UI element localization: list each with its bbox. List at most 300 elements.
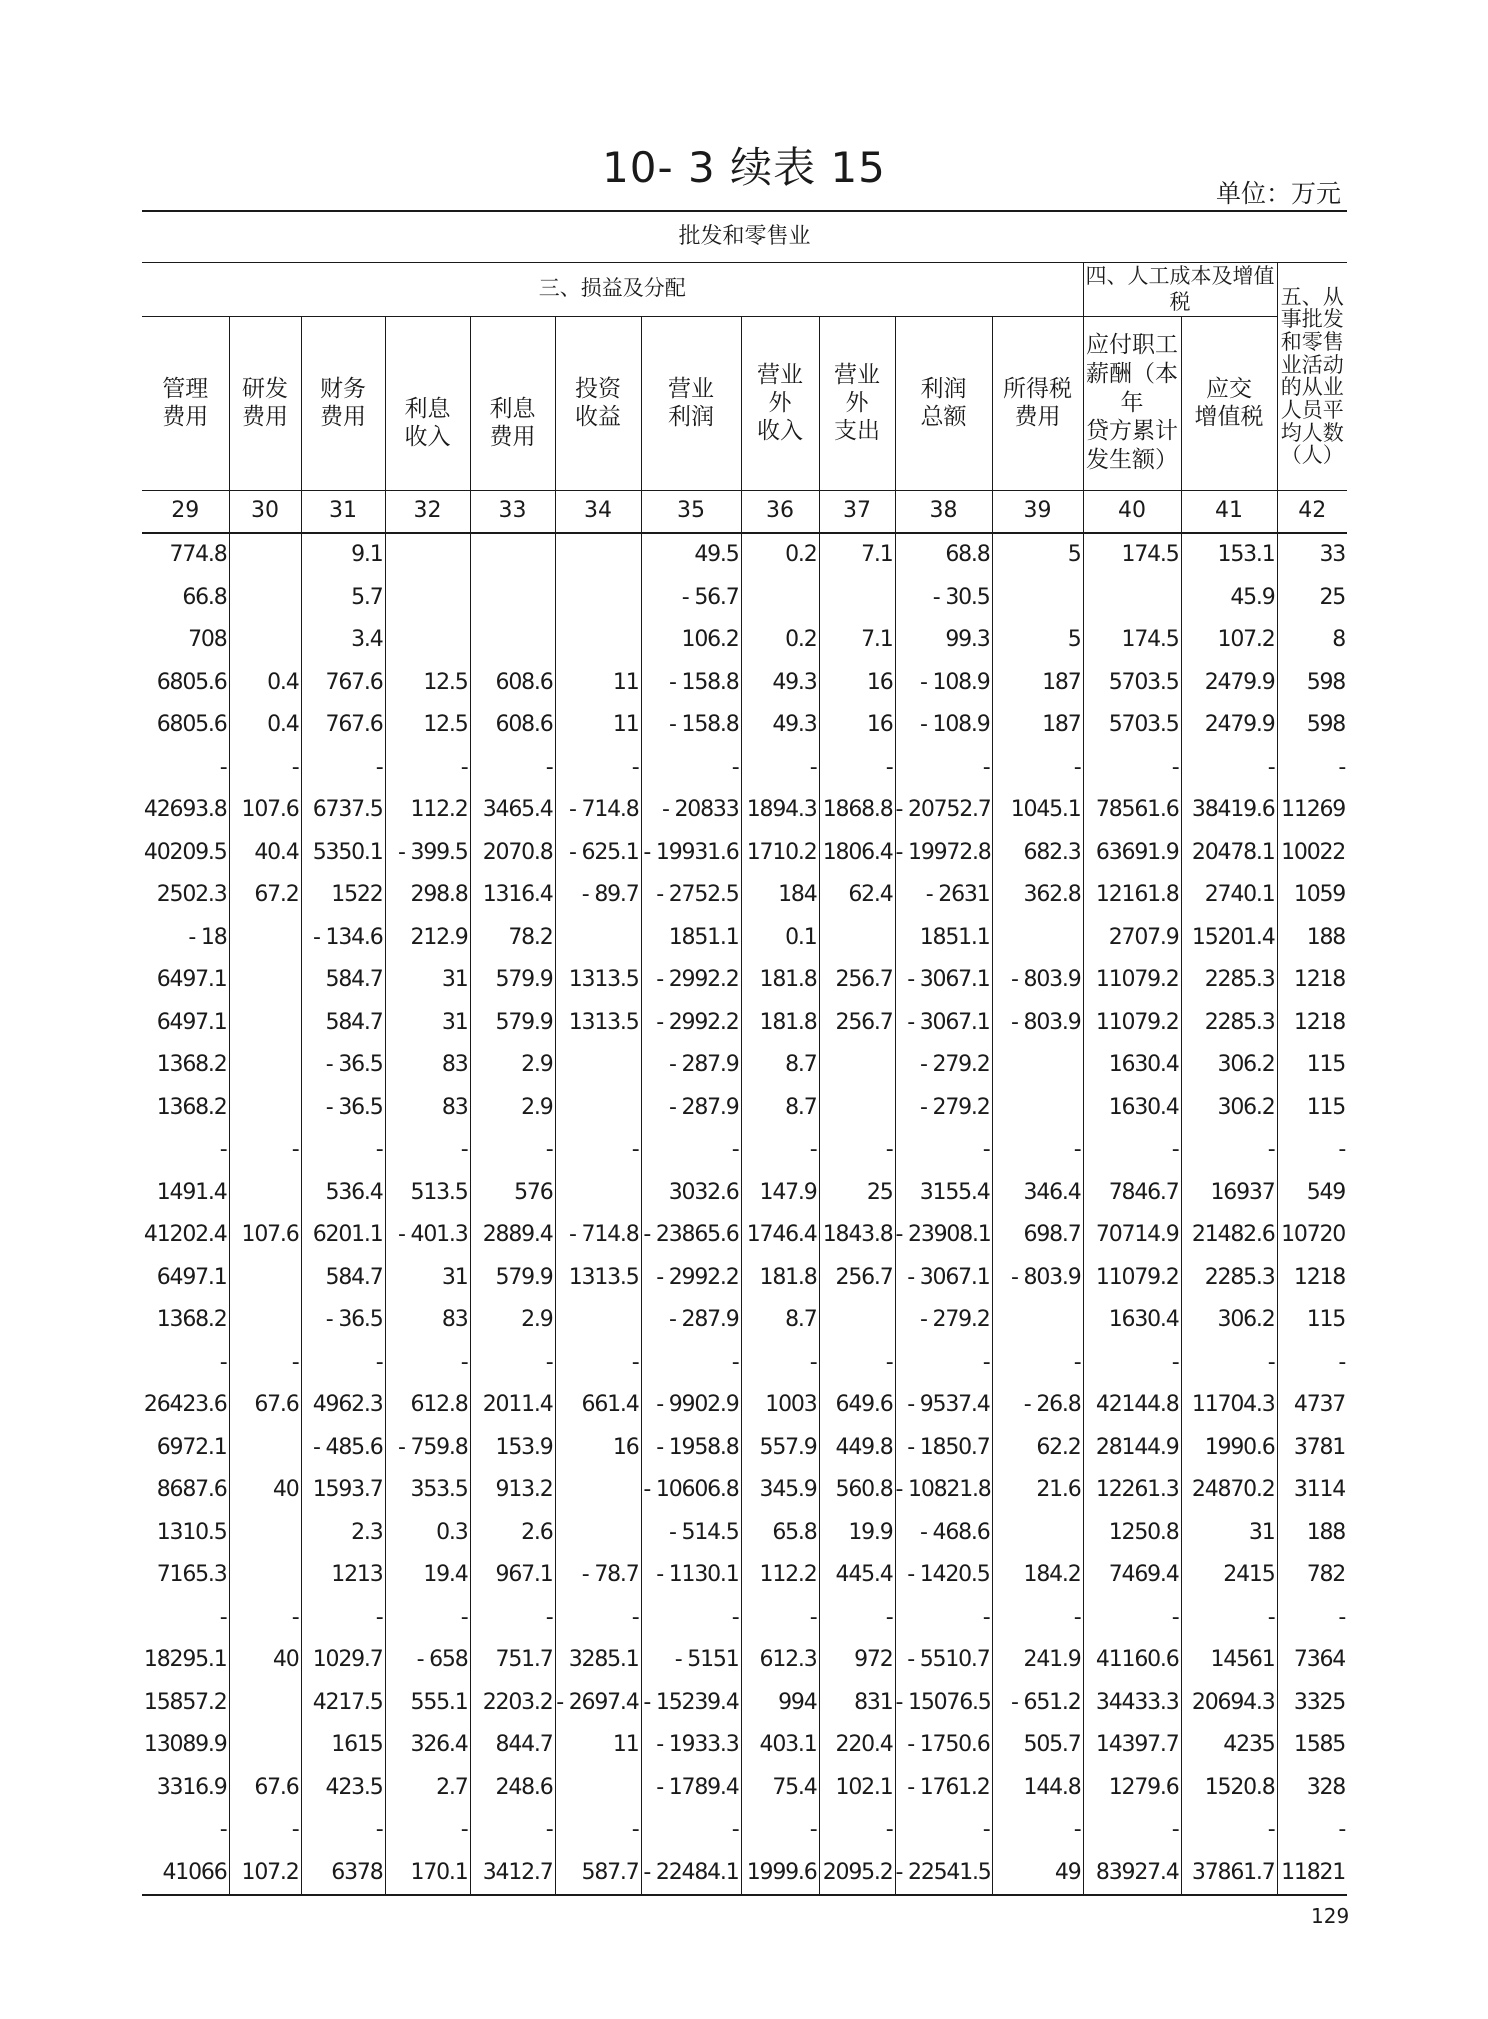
table-cell: 256.7 — [819, 1256, 895, 1299]
table-cell: - 56.7 — [641, 576, 741, 619]
col-header-payroll-payable: 应付职工 薪酬（本年 贷方累计 发生额） — [1083, 316, 1181, 490]
table-cell: 28144.9 — [1083, 1426, 1181, 1469]
table-cell: - — [819, 1129, 895, 1172]
table-row — [142, 874, 1347, 917]
table-cell: 6805.6 — [142, 704, 229, 747]
table-cell: 40.4 — [229, 831, 301, 874]
table-cell: 9.1 — [301, 533, 385, 577]
table-cell: - — [1083, 1596, 1181, 1639]
table-cell: - — [470, 1129, 555, 1172]
table-cell: 19.4 — [385, 1554, 470, 1597]
table-cell: - — [229, 1809, 301, 1852]
table-cell: - 19931.6 — [641, 831, 741, 874]
header-line: 五、从 — [1280, 284, 1344, 309]
table-cell — [229, 916, 301, 959]
table-cell: - — [992, 746, 1083, 789]
table-cell: 106.2 — [641, 619, 741, 662]
table-cell: 3316.9 — [142, 1766, 229, 1809]
table-cell: - — [741, 1129, 819, 1172]
table-cell: 83 — [385, 1299, 470, 1342]
table-cell: 1059 — [1293, 882, 1346, 908]
table-row — [142, 1341, 1347, 1384]
table-cell: 107.6 — [229, 1214, 301, 1257]
table-cell: 5350.1 — [301, 831, 385, 874]
table-cell: 115 — [1306, 1052, 1346, 1078]
table-cell: - 158.8 — [641, 704, 741, 747]
table-cell: - 803.9 — [992, 1001, 1083, 1044]
table-cell: - 23865.6 — [641, 1214, 741, 1257]
table-row — [142, 1299, 1347, 1342]
table-cell: 26423.6 — [142, 1384, 229, 1427]
table-cell: 49.3 — [741, 704, 819, 747]
table-cell: 115 — [1306, 1307, 1346, 1333]
table-cell: 38419.6 — [1181, 789, 1277, 832]
table-cell: - — [1338, 1817, 1346, 1843]
table-row — [142, 1809, 1347, 1852]
table-cell: 41066 — [142, 1851, 229, 1895]
table-cell: 11269 — [1281, 797, 1346, 823]
table-cell: 767.6 — [301, 661, 385, 704]
table-cell: 967.1 — [470, 1554, 555, 1597]
table-cell: 107.6 — [229, 789, 301, 832]
table-cell: - — [555, 1341, 641, 1384]
table-cell — [229, 619, 301, 662]
table-cell: - 22541.5 — [895, 1851, 992, 1895]
table-cell: 8687.6 — [142, 1469, 229, 1512]
data-table — [142, 210, 1347, 1896]
table-cell: 913.2 — [470, 1469, 555, 1512]
table-cell: - 2631 — [895, 874, 992, 917]
table-cell: 34433.3 — [1083, 1681, 1181, 1724]
table-cell: 115 — [1306, 1094, 1346, 1120]
column-number: 38 — [895, 490, 992, 533]
table-cell: 11704.3 — [1181, 1384, 1277, 1427]
group-header-labor-cost-vat: 四、人工成本及增值税 — [1083, 263, 1277, 317]
col-header-management-expense: 管理 费用 — [142, 316, 229, 490]
table-cell: 212.9 — [385, 916, 470, 959]
table-cell: - — [301, 1596, 385, 1639]
table-cell: 3155.4 — [895, 1171, 992, 1214]
col-header-non-operating-expense: 营业 外 支出 — [819, 316, 895, 490]
table-cell: 1313.5 — [555, 1256, 641, 1299]
table-cell: 3325 — [1293, 1689, 1346, 1715]
table-cell: 40 — [229, 1639, 301, 1682]
table-cell: 40 — [229, 1469, 301, 1512]
table-cell — [992, 1086, 1083, 1129]
table-cell: 67.2 — [229, 874, 301, 917]
table-cell: - — [819, 1341, 895, 1384]
table-cell: 83927.4 — [1083, 1851, 1181, 1895]
table-cell: - 651.2 — [992, 1681, 1083, 1724]
table-cell: - — [301, 1129, 385, 1172]
table-cell: 3.4 — [301, 619, 385, 662]
table-cell — [992, 1511, 1083, 1554]
table-cell: 649.6 — [819, 1384, 895, 1427]
table-cell: 241.9 — [992, 1639, 1083, 1682]
table-cell: 6201.1 — [301, 1214, 385, 1257]
col-header-financial-expense: 财务 费用 — [301, 316, 385, 490]
table-cell: 608.6 — [470, 661, 555, 704]
table-row — [142, 1851, 1347, 1895]
table-cell: - 36.5 — [301, 1299, 385, 1342]
table-cell: 774.8 — [142, 533, 229, 577]
table-cell: 49.5 — [641, 533, 741, 577]
table-cell: 1522 — [301, 874, 385, 917]
table-cell: 2.6 — [470, 1511, 555, 1554]
table-cell: - 468.6 — [895, 1511, 992, 1554]
column-number: 40 — [1083, 490, 1181, 533]
table-cell: 1313.5 — [555, 959, 641, 1002]
table-cell: 751.7 — [470, 1639, 555, 1682]
table-cell: 2285.3 — [1181, 1001, 1277, 1044]
table-row — [142, 1766, 1347, 1809]
table-cell — [819, 576, 895, 619]
table-cell: 994 — [741, 1681, 819, 1724]
table-cell: 6805.6 — [142, 661, 229, 704]
table-cell: 42144.8 — [1083, 1384, 1181, 1427]
table-cell: 37861.7 — [1181, 1851, 1277, 1895]
table-cell: 5703.5 — [1083, 704, 1181, 747]
table-cell: - 134.6 — [301, 916, 385, 959]
table-cell — [555, 1044, 641, 1087]
table-cell: 557.9 — [741, 1426, 819, 1469]
table-cell: 31 — [385, 959, 470, 1002]
table-cell: - — [229, 746, 301, 789]
table-cell: 12261.3 — [1083, 1469, 1181, 1512]
table-cell: 63691.9 — [1083, 831, 1181, 874]
table-cell: - — [641, 1596, 741, 1639]
table-cell: 25 — [819, 1171, 895, 1214]
table-cell: 62.2 — [992, 1426, 1083, 1469]
table-cell: - — [1083, 1341, 1181, 1384]
table-cell — [229, 1171, 301, 1214]
table-cell: 65.8 — [741, 1511, 819, 1554]
table-cell: 1630.4 — [1083, 1086, 1181, 1129]
table-cell: - 1958.8 — [641, 1426, 741, 1469]
table-cell: - 3067.1 — [895, 1256, 992, 1299]
table-cell: 2.3 — [301, 1511, 385, 1554]
table-row — [142, 533, 1347, 577]
table-cell: - — [142, 1596, 229, 1639]
table-cell: - — [992, 1341, 1083, 1384]
table-cell: - 2752.5 — [641, 874, 741, 917]
table-row — [142, 1554, 1347, 1597]
table-cell: - 287.9 — [641, 1044, 741, 1087]
table-cell: 20694.3 — [1181, 1681, 1277, 1724]
table-cell: - — [641, 1341, 741, 1384]
table-cell: - 1750.6 — [895, 1724, 992, 1767]
table-cell — [555, 619, 641, 662]
table-cell: 0.4 — [229, 661, 301, 704]
table-cell: 844.7 — [470, 1724, 555, 1767]
table-cell: 1851.1 — [895, 916, 992, 959]
table-cell: 49.3 — [741, 661, 819, 704]
table-cell: - — [992, 1596, 1083, 1639]
table-cell: - — [555, 1809, 641, 1852]
table-cell: 346.4 — [992, 1171, 1083, 1214]
table-cell: 1313.5 — [555, 1001, 641, 1044]
table-cell: - 18 — [142, 916, 229, 959]
col-header-non-operating-income: 营业 外 收入 — [741, 316, 819, 490]
table-cell: 13089.9 — [142, 1724, 229, 1767]
table-cell: 612.8 — [385, 1384, 470, 1427]
table-cell: - — [1338, 1349, 1346, 1375]
table-cell: - 3067.1 — [895, 1001, 992, 1044]
table-cell: - — [229, 1596, 301, 1639]
column-number: 35 — [641, 490, 741, 533]
table-row — [142, 1171, 1347, 1214]
table-cell: 15201.4 — [1181, 916, 1277, 959]
table-cell: 2.9 — [470, 1299, 555, 1342]
table-cell: 14561 — [1181, 1639, 1277, 1682]
table-cell: 2285.3 — [1181, 959, 1277, 1002]
table-cell — [229, 1086, 301, 1129]
table-cell: - 803.9 — [992, 959, 1083, 1002]
table-cell — [385, 619, 470, 662]
table-cell: 608.6 — [470, 704, 555, 747]
table-cell: - 15239.4 — [641, 1681, 741, 1724]
table-cell: 1990.6 — [1181, 1426, 1277, 1469]
table-cell: 1368.2 — [142, 1299, 229, 1342]
header-line: 的从业 — [1280, 375, 1344, 400]
table-row — [142, 619, 1347, 662]
table-cell: - — [895, 1341, 992, 1384]
table-cell: - 2697.4 — [555, 1681, 641, 1724]
table-cell: 5 — [992, 619, 1083, 662]
column-number: 32 — [385, 490, 470, 533]
table-cell: 20478.1 — [1181, 831, 1277, 874]
table-cell: 555.1 — [385, 1681, 470, 1724]
table-cell: 449.8 — [819, 1426, 895, 1469]
table-cell: 2502.3 — [142, 874, 229, 917]
table-cell: 16 — [819, 661, 895, 704]
table-cell: 16 — [819, 704, 895, 747]
table-cell: - — [819, 1809, 895, 1852]
table-cell: - 5510.7 — [895, 1639, 992, 1682]
table-cell: - 30.5 — [895, 576, 992, 619]
table-cell: 1630.4 — [1083, 1044, 1181, 1087]
table-cell: 6497.1 — [142, 1256, 229, 1299]
table-cell: 7364 — [1293, 1647, 1346, 1673]
header-line: 业活动 — [1280, 352, 1344, 377]
table-cell: - 279.2 — [895, 1299, 992, 1342]
table-cell — [470, 533, 555, 577]
table-cell: 2.7 — [385, 1766, 470, 1809]
table-cell: - 714.8 — [555, 1214, 641, 1257]
table-cell: - 10606.8 — [641, 1469, 741, 1512]
table-cell: 62.4 — [819, 874, 895, 917]
table-cell: - — [741, 746, 819, 789]
table-cell: 5 — [992, 533, 1083, 577]
table-cell: 1843.8 — [819, 1214, 895, 1257]
table-cell: 1615 — [301, 1724, 385, 1767]
table-cell: - — [555, 1596, 641, 1639]
table-cell — [992, 916, 1083, 959]
table-cell — [229, 1299, 301, 1342]
table-cell: 345.9 — [741, 1469, 819, 1512]
table-cell — [229, 533, 301, 577]
table-cell: 112.2 — [385, 789, 470, 832]
table-cell: - — [142, 1809, 229, 1852]
column-number: 42 — [1277, 490, 1347, 533]
table-cell: 147.9 — [741, 1171, 819, 1214]
table-cell: 42693.8 — [142, 789, 229, 832]
table-cell: - 759.8 — [385, 1426, 470, 1469]
table-cell: 6737.5 — [301, 789, 385, 832]
page-title: 10- 3 续表 15 — [602, 143, 886, 192]
table-cell: 102.1 — [819, 1766, 895, 1809]
table-cell — [229, 1511, 301, 1554]
page-number: 129 — [1311, 1904, 1350, 1928]
table-cell: - 399.5 — [385, 831, 470, 874]
col-header-investment-income: 投资 收益 — [555, 316, 641, 490]
table-cell: 1213 — [301, 1554, 385, 1597]
table-row — [142, 1086, 1347, 1129]
table-cell: - — [301, 1341, 385, 1384]
table-cell: 1250.8 — [1083, 1511, 1181, 1554]
table-cell: - 22484.1 — [641, 1851, 741, 1895]
table-cell: 8.7 — [741, 1044, 819, 1087]
table-cell: 24870.2 — [1181, 1469, 1277, 1512]
table-cell: 1218 — [1293, 1009, 1346, 1035]
table-row — [142, 1044, 1347, 1087]
table-cell: 1316.4 — [470, 874, 555, 917]
table-cell — [385, 533, 470, 577]
table-cell: 1045.1 — [992, 789, 1083, 832]
table-cell: 40209.5 — [142, 831, 229, 874]
table-row — [142, 1001, 1347, 1044]
table-cell: 256.7 — [819, 1001, 895, 1044]
table-cell: - 485.6 — [301, 1426, 385, 1469]
table-cell: - 1761.2 — [895, 1766, 992, 1809]
table-cell: - — [741, 1341, 819, 1384]
table-cell: 188 — [1306, 1519, 1346, 1545]
table-cell: 15857.2 — [142, 1681, 229, 1724]
table-cell — [555, 916, 641, 959]
table-cell: - — [555, 746, 641, 789]
table-cell: 612.3 — [741, 1639, 819, 1682]
table-cell: 5.7 — [301, 576, 385, 619]
table-cell: 68.8 — [895, 533, 992, 577]
table-cell: 3412.7 — [470, 1851, 555, 1895]
table-cell: 107.2 — [229, 1851, 301, 1895]
table-cell: - 1130.1 — [641, 1554, 741, 1597]
table-cell: 7469.4 — [1083, 1554, 1181, 1597]
table-cell: 1218 — [1293, 1264, 1346, 1290]
table-cell: 31 — [385, 1256, 470, 1299]
table-cell — [819, 1086, 895, 1129]
table-row — [142, 1256, 1347, 1299]
table-cell: - 3067.1 — [895, 959, 992, 1002]
table-cell: - 658 — [385, 1639, 470, 1682]
table-cell: 505.7 — [992, 1724, 1083, 1767]
table-cell: 33 — [1319, 542, 1346, 568]
table-cell: 513.5 — [385, 1171, 470, 1214]
table-cell: - — [1181, 1596, 1277, 1639]
table-cell: - — [1181, 1129, 1277, 1172]
table-cell: 6378 — [301, 1851, 385, 1895]
table-cell: 78.2 — [470, 916, 555, 959]
table-cell: 1520.8 — [1181, 1766, 1277, 1809]
table-cell: - 1789.4 — [641, 1766, 741, 1809]
table-cell: 682.3 — [992, 831, 1083, 874]
column-number: 34 — [555, 490, 641, 533]
table-cell: 306.2 — [1181, 1299, 1277, 1342]
table-cell: 4235 — [1181, 1724, 1277, 1767]
table-cell: - 803.9 — [992, 1256, 1083, 1299]
table-cell: - — [895, 1596, 992, 1639]
table-cell — [1083, 576, 1181, 619]
table-cell: 10022 — [1281, 839, 1346, 865]
table-cell: - — [895, 746, 992, 789]
table-cell — [229, 959, 301, 1002]
table-cell: 66.8 — [142, 576, 229, 619]
table-cell: - — [1338, 1604, 1346, 1630]
table-cell: 12.5 — [385, 704, 470, 747]
table-cell: 6497.1 — [142, 1001, 229, 1044]
table-row — [142, 704, 1347, 747]
table-cell: 11079.2 — [1083, 959, 1181, 1002]
table-cell: - — [1181, 1809, 1277, 1852]
table-cell: - 23908.1 — [895, 1214, 992, 1257]
table-cell: 184.2 — [992, 1554, 1083, 1597]
table-cell: - 2992.2 — [641, 959, 741, 1002]
table-cell: - — [229, 1341, 301, 1384]
header-line: 事批发 — [1280, 307, 1344, 332]
table-cell: 1999.6 — [741, 1851, 819, 1895]
table-cell — [229, 1681, 301, 1724]
table-cell: 579.9 — [470, 959, 555, 1002]
table-row — [142, 959, 1347, 1002]
table-cell: 83 — [385, 1044, 470, 1087]
table-cell — [741, 576, 819, 619]
table-cell: 2011.4 — [470, 1384, 555, 1427]
table-cell — [229, 1044, 301, 1087]
table-cell: - — [142, 1129, 229, 1172]
table-cell: 698.7 — [992, 1214, 1083, 1257]
unit-label: 单位：万元 — [1215, 179, 1341, 208]
table-cell: 5703.5 — [1083, 661, 1181, 704]
table-cell — [229, 576, 301, 619]
table-cell: - — [470, 1809, 555, 1852]
table-cell: 767.6 — [301, 704, 385, 747]
column-number: 41 — [1181, 490, 1277, 533]
table-cell — [229, 1724, 301, 1767]
column-number: 29 — [142, 490, 229, 533]
table-row — [142, 1469, 1347, 1512]
table-cell: 579.9 — [470, 1001, 555, 1044]
table-cell — [819, 1299, 895, 1342]
table-cell: - — [992, 1809, 1083, 1852]
table-cell: - 89.7 — [555, 874, 641, 917]
table-cell: - — [1338, 1137, 1346, 1163]
table-cell: - — [470, 1596, 555, 1639]
table-cell: - — [741, 1809, 819, 1852]
table-row — [142, 1681, 1347, 1724]
table-cell: - 10821.8 — [895, 1469, 992, 1512]
table-cell: 1218 — [1293, 967, 1346, 993]
table-cell: - — [1083, 1809, 1181, 1852]
table-cell: - — [1083, 746, 1181, 789]
table-cell: 184 — [741, 874, 819, 917]
table-cell: 549 — [1306, 1179, 1346, 1205]
table-cell: 256.7 — [819, 959, 895, 1002]
table-cell — [229, 1554, 301, 1597]
group-header-employees — [1277, 263, 1347, 491]
table-cell: - 36.5 — [301, 1086, 385, 1129]
table-cell: 587.7 — [555, 1851, 641, 1895]
table-row — [142, 1129, 1347, 1172]
